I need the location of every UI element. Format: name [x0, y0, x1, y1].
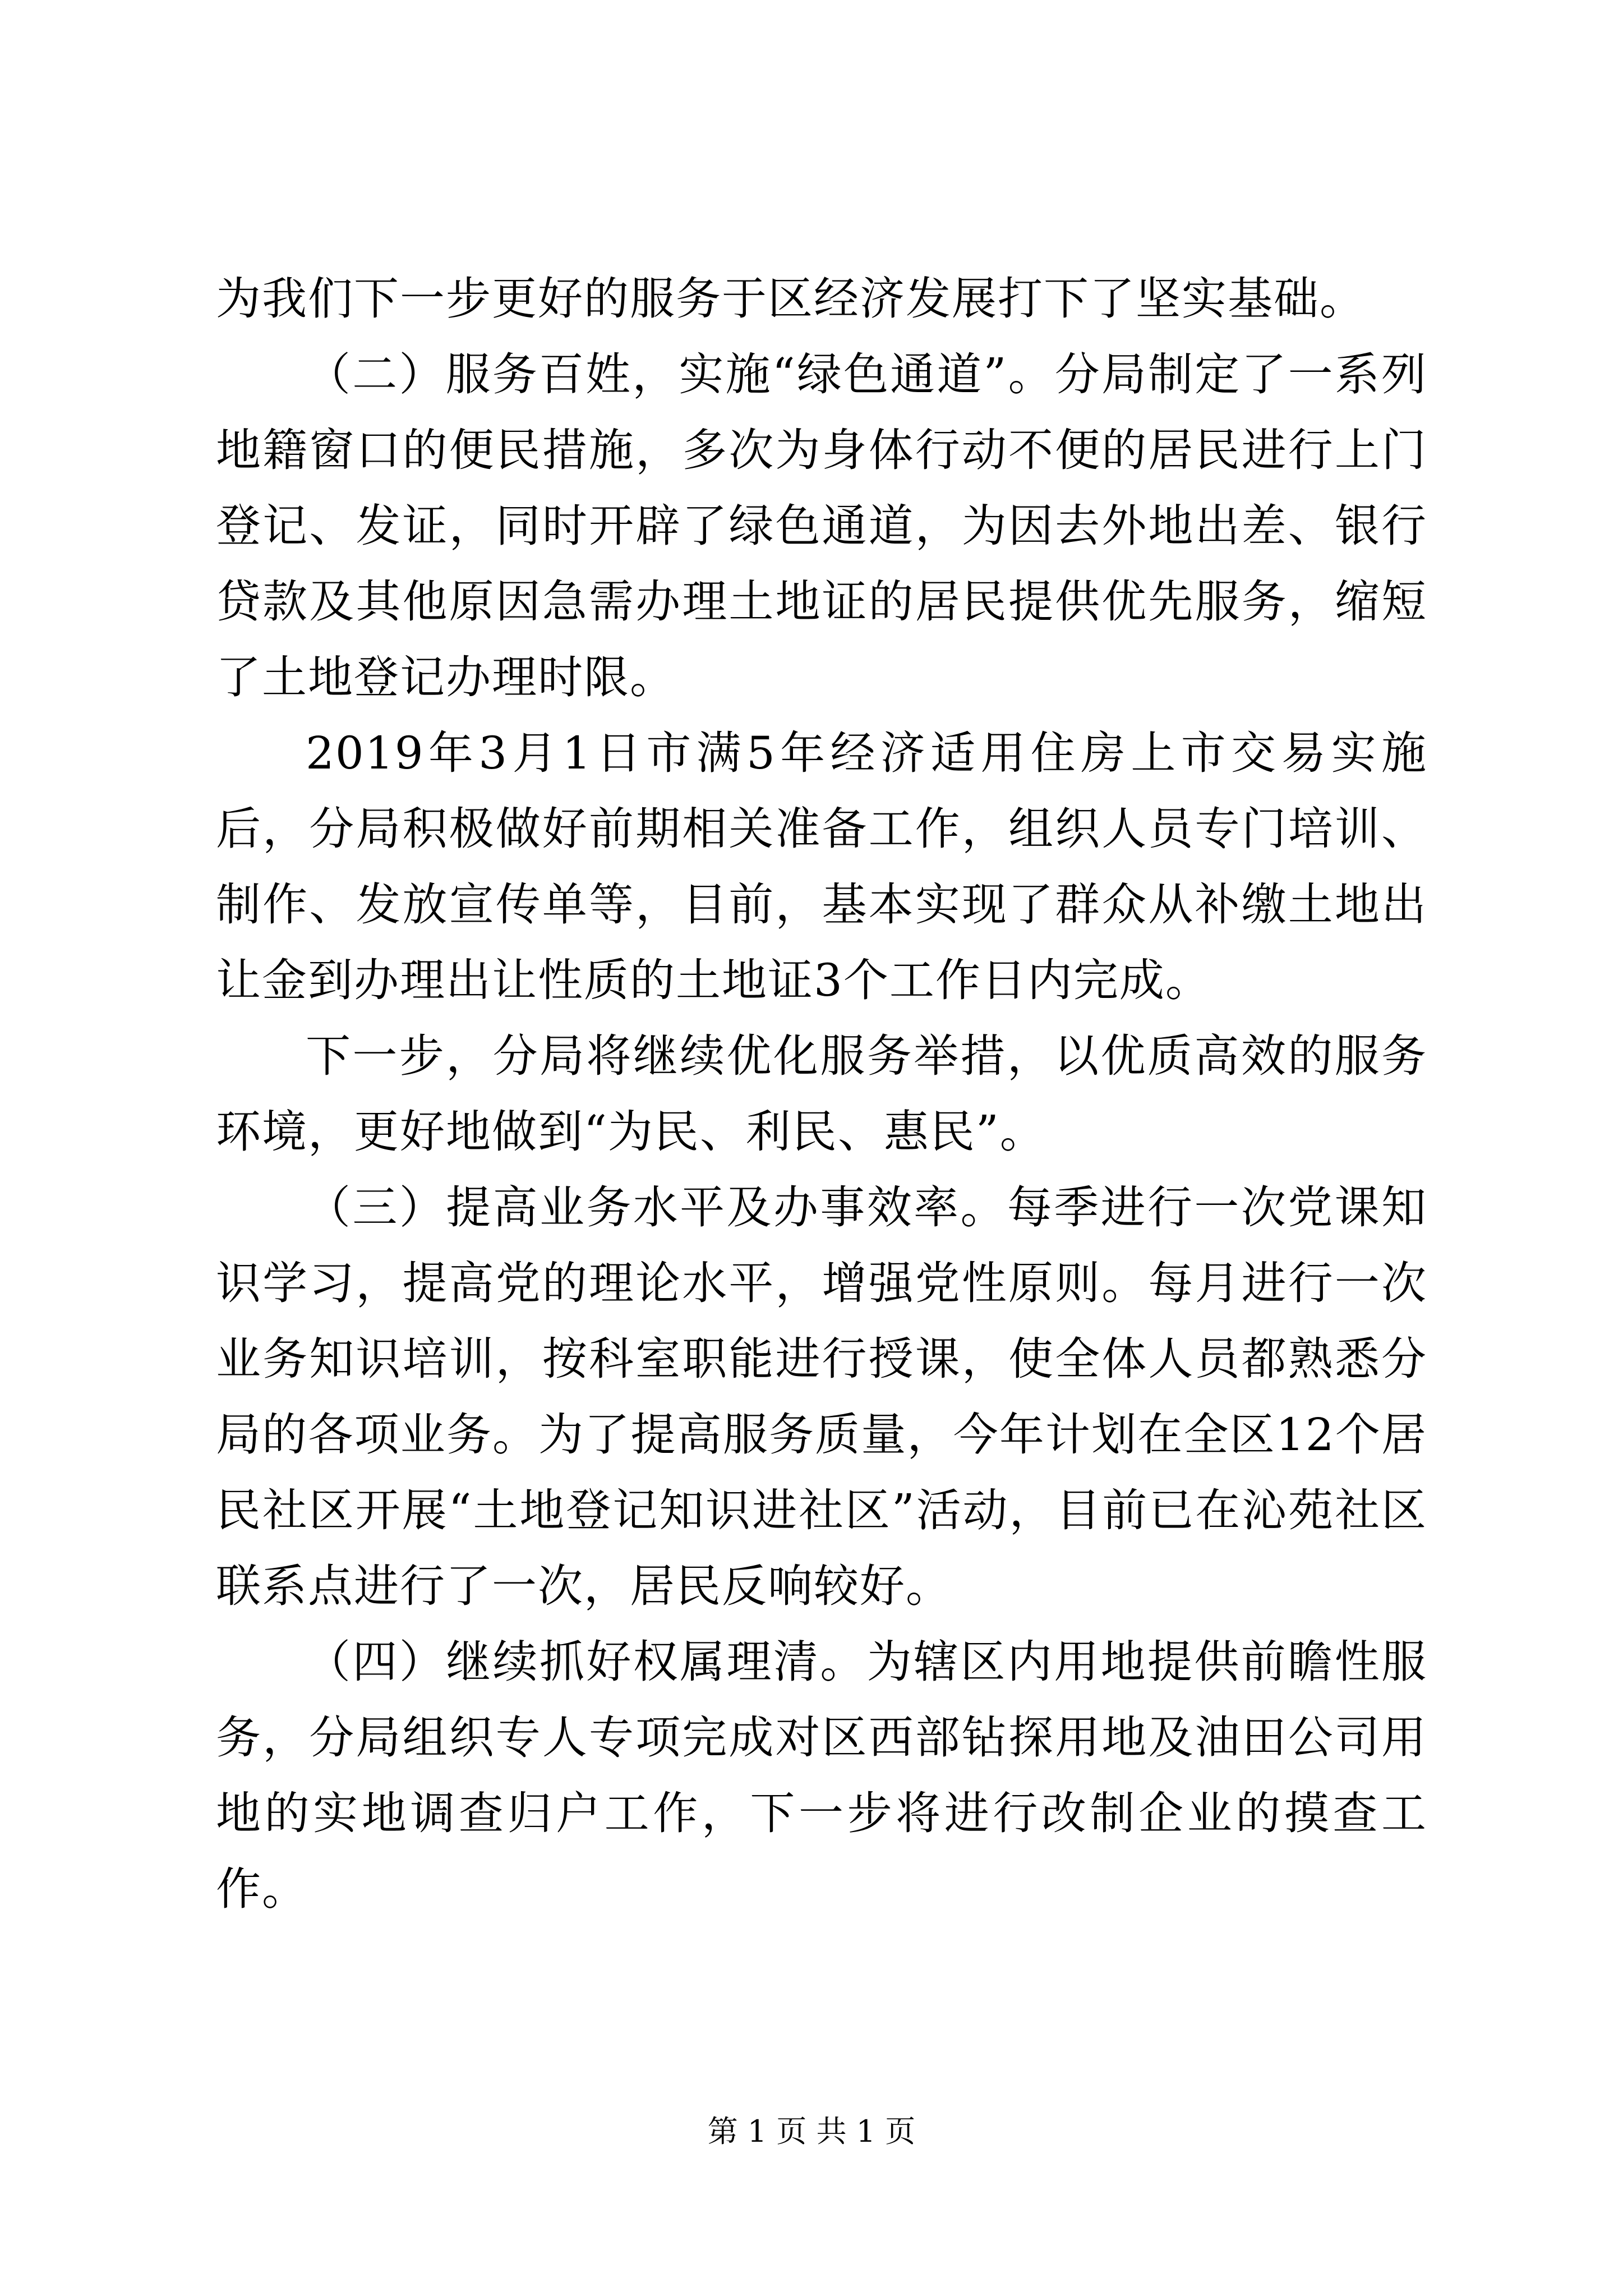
page-number-label: 第 1 页 共 1 页: [707, 2114, 916, 2149]
paragraph-continuation: 为我们下一步更好的服务于区经济发展打下了坚实基础。: [216, 273, 1366, 325]
page-footer: [0, 2112, 1623, 2151]
paragraph-section-two: （二）服务百姓，实施“绿色通道”。分局制定了一系列地籍窗口的便民措施，多次为身体行动不便的居民进行上门登记、发证，同时开辟了绿色通道，为因去外地出差、银行贷款及其他原因急需办理土地证的居民提供优先服务，缩短了土地登记办理时限。: [216, 348, 1427, 703]
paragraph-section-four: （四）继续抓好权属理清。为辖区内用地提供前瞻性服务，分局组织专人专项完成对区西部钻探用地及油田公司用地的实地调查归户工作，下一步将进行改制企业的摸查工作。: [216, 1636, 1427, 1915]
paragraph-next-step: 下一步，分局将继续优化服务举措，以优质高效的服务环境，更好地做到“为民、利民、惠民”。: [216, 1030, 1427, 1158]
document-body: [216, 261, 1427, 1927]
paragraph-section-three: （三）提高业务水平及办事效率。每季进行一次党课知识学习，提高党的理论水平，增强党性原则。每月进行一次业务知识培训，按科室职能进行授课，使全体人员都熟悉分局的各项业务。为了提高服务质量，今年计划在全区12个居民社区开展“土地登记知识进社区”活动，目前已在沁苑社区联系点进行了一次，居民反响较好。: [216, 1181, 1427, 1612]
paragraph-housing-market: 2019年3月1日市满5年经济适用住房上市交易实施后，分局积极做好前期相关准备工作，组织人员专门培训、制作、发放宣传单等，目前，基本实现了群众从补缴土地出让金到办理出让性质的土地证3个工作日内完成。: [216, 727, 1427, 1006]
